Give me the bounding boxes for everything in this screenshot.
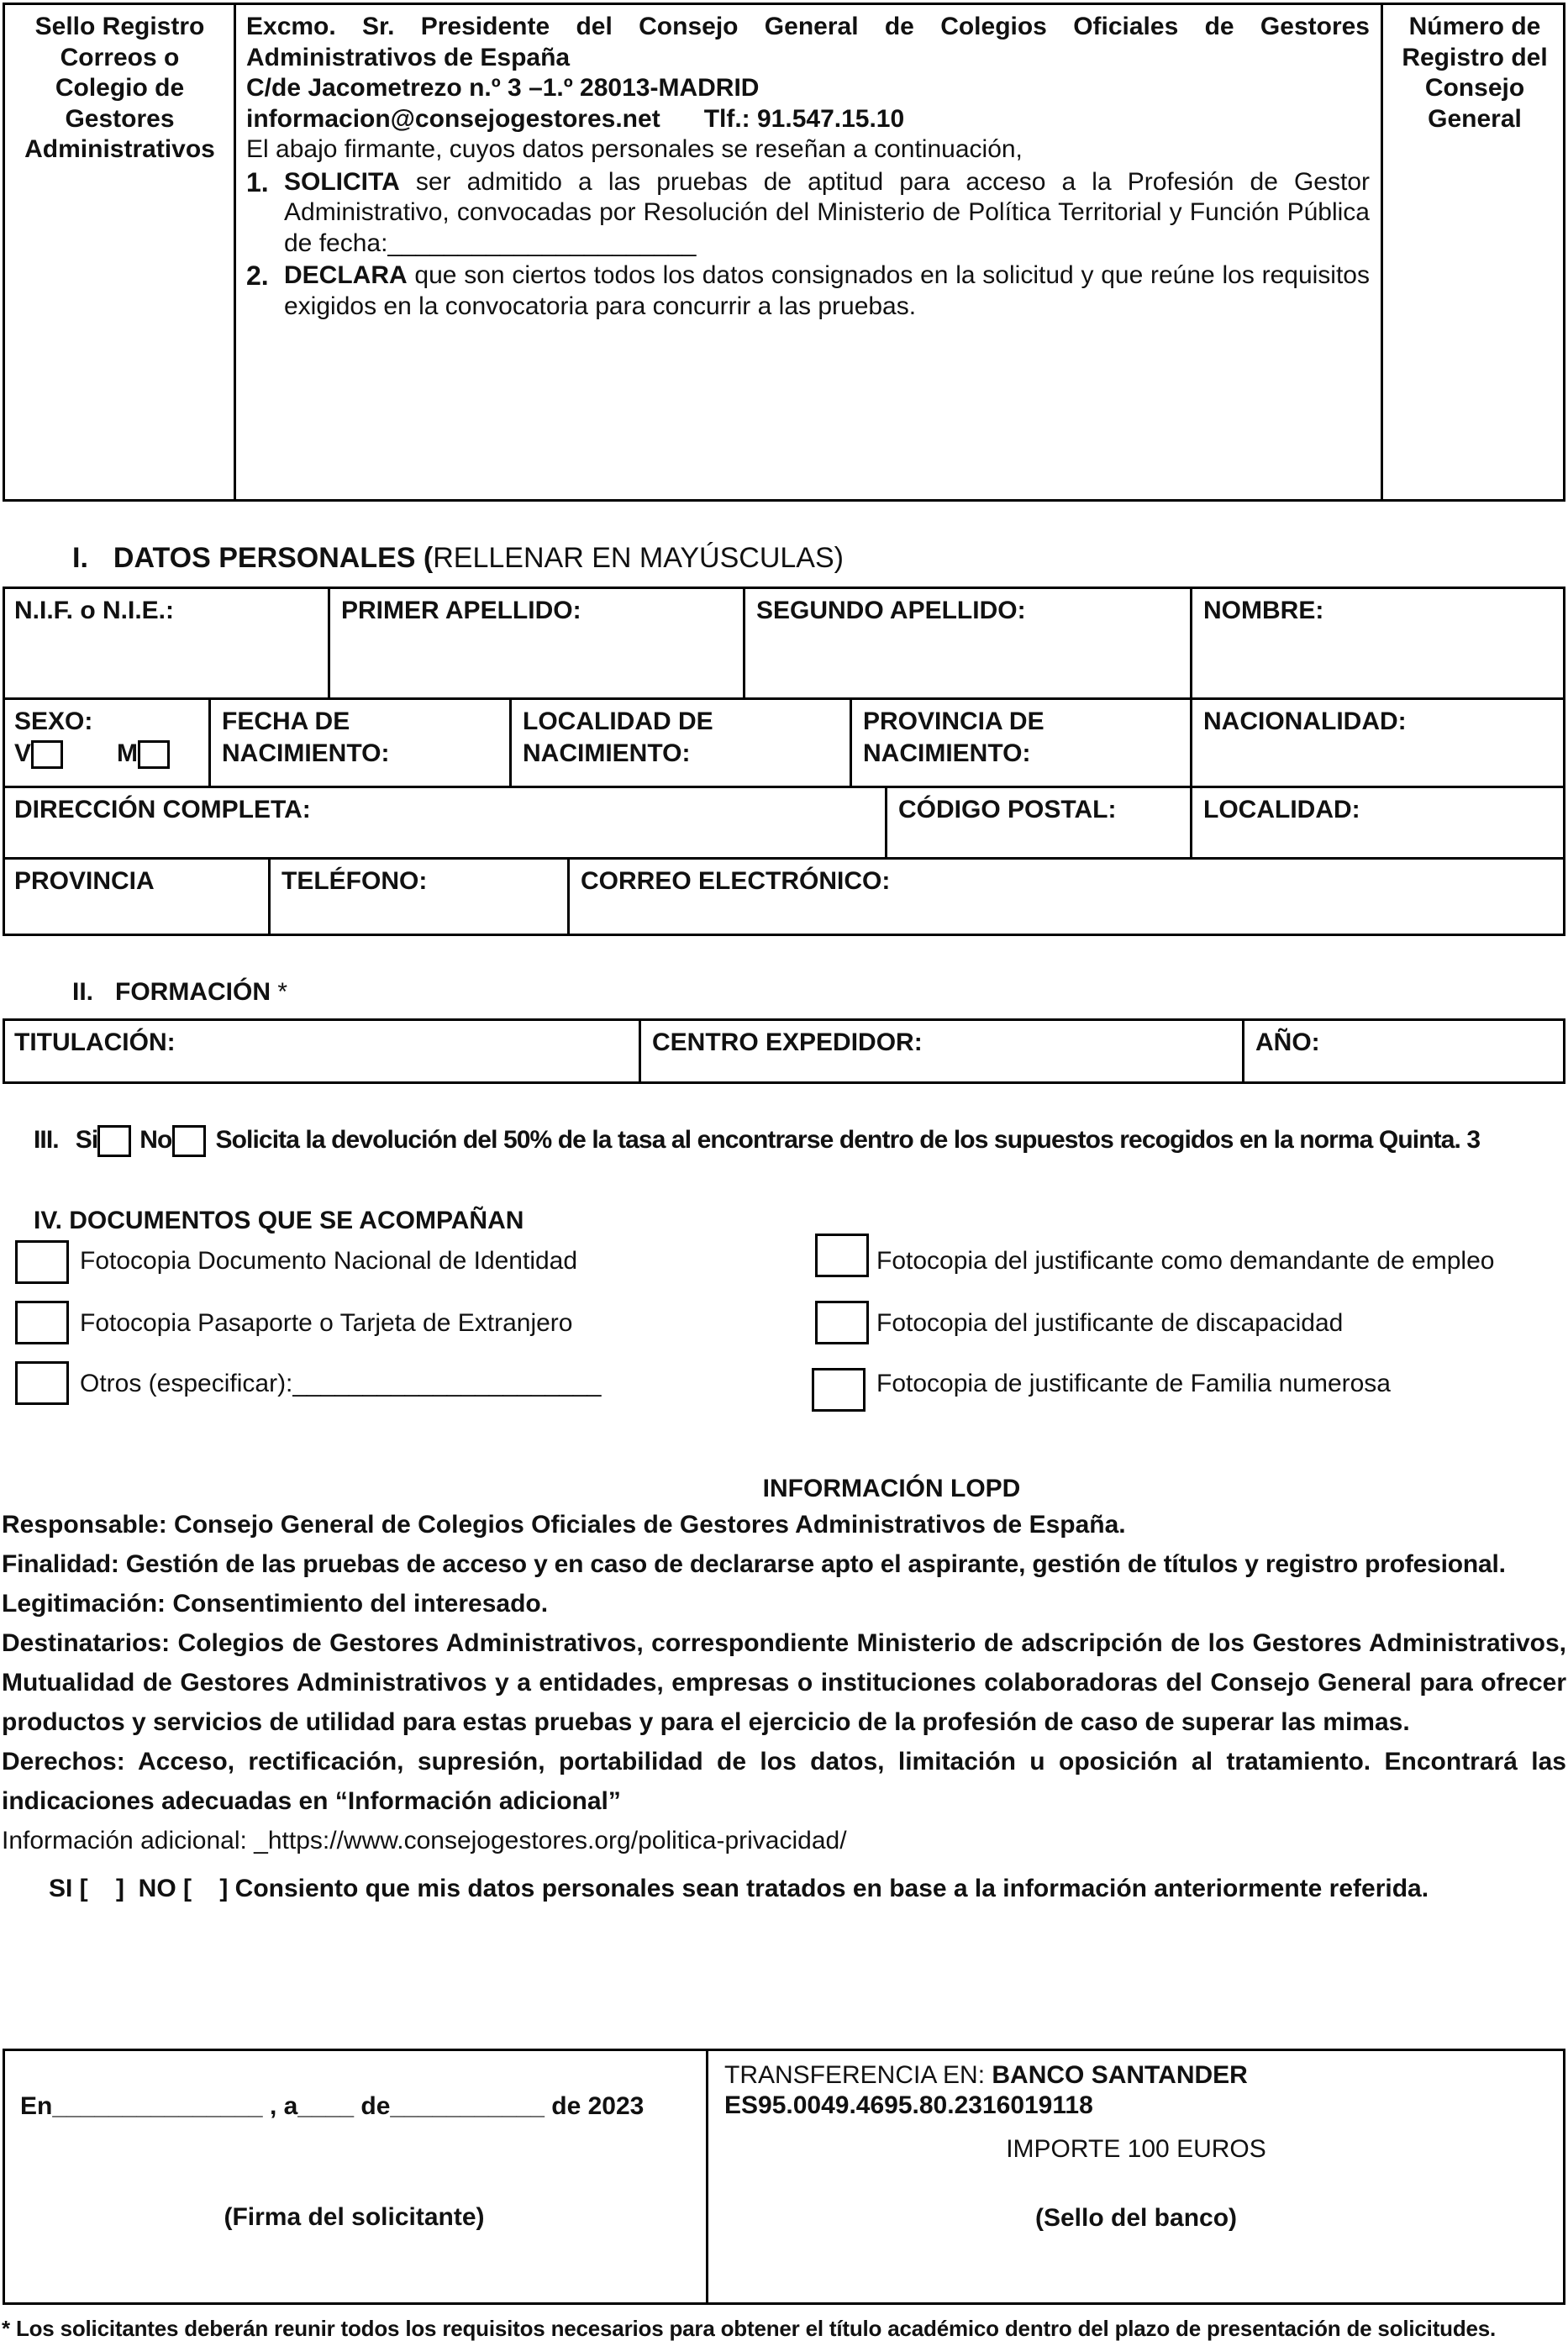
correo-field[interactable]: CORREO ELECTRÓNICO: [581, 867, 891, 895]
header-divider-left [234, 3, 236, 502]
doc-otros-label: Otros (especificar):______________________ [80, 1370, 602, 1397]
addressee-address: C/de Jacometrezo n.º 3 –1.º 28013-MADRID [246, 74, 760, 102]
nif-field[interactable]: N.I.F. o N.I.E.: [14, 597, 175, 624]
sexo-field: SEXO: V M [3, 699, 182, 776]
doc-pasaporte-label: Fotocopia Pasaporte o Tarjeta de Extranjero [80, 1309, 573, 1337]
doc-pasaporte-checkbox[interactable] [15, 1301, 69, 1344]
lopd-block [2, 1505, 1566, 1908]
doc-familia-numerosa-checkbox[interactable] [812, 1368, 866, 1412]
codigo-postal-field[interactable]: CÓDIGO POSTAL: [898, 796, 1117, 823]
sexo-m-checkbox[interactable] [138, 740, 170, 769]
addressee-contact [246, 104, 1370, 135]
doc-discapacidad-label: Fotocopia del justificante de discapacidad [876, 1309, 1344, 1337]
telefono-field[interactable]: TELÉFONO: [282, 867, 428, 895]
doc-discapacidad-checkbox[interactable] [815, 1301, 869, 1344]
devolucion-no-checkbox[interactable] [172, 1125, 206, 1157]
lopd-title: INFORMACIÓN LOPD [762, 1475, 1021, 1502]
doc-dni-checkbox[interactable] [15, 1240, 69, 1284]
nacionalidad-field[interactable]: NACIONALIDAD: [1203, 708, 1407, 735]
section-3-row: III. Si No Solicita la devolución del 50% de la tasa al encontrarse dentro de los supuestos recogidos en la norma Quinta. 3 [34, 1124, 1480, 1157]
addressee-phone: Tlf.: 91.547.15.10 [703, 104, 905, 133]
privacy-policy-link[interactable]: _https://www.consejogestores.org/politica-privacidad/ [254, 1827, 847, 1854]
section-1-title: I. DATOS PERSONALES (RELLENAR EN MAYÚSCULAS) [72, 542, 844, 574]
sello-banco-label: (Sello del banco) [1034, 2204, 1238, 2232]
numero-registro-label: Número de Registro del Consejo General [1402, 13, 1548, 133]
request-item-2: 2. DECLARA que son ciertos todos los datos consignados en la solicitud y que reúne los requisitos exigidos en la convocatoria para concurrir a las pruebas. [246, 260, 1370, 320]
lopd-destinatarios: Destinatarios: Colegios de Gestores Administrativos, correspondiente Ministerio de adscripción de los Gestores Administrativos, Mutualidad de Gestores Administrativos y a entidades, empresas o instituciones colaboradoras del Consejo General para ofrecer productos y servicios de utilidad para estas pruebas y para el ejercicio de la profesión de caso de superar las mimas. [2, 1629, 1566, 1736]
addressee-block [246, 12, 1370, 322]
doc-otros-checkbox[interactable] [15, 1361, 69, 1405]
fecha-nacimiento-field[interactable]: FECHA DE NACIMIENTO: [222, 708, 390, 767]
localidad-field[interactable]: LOCALIDAD: [1203, 796, 1360, 823]
addressee-email: informacion@consejogestores.net [246, 104, 660, 133]
devolucion-si-checkbox[interactable] [97, 1125, 131, 1157]
section-2-title: II. FORMACIÓN * [72, 978, 288, 1006]
provincia-field[interactable]: PROVINCIA [14, 867, 155, 895]
bank-transfer: TRANSFERENCIA EN: BANCO SANTANDER ES95.0049.4695.80.2316019118 [724, 2061, 1248, 2119]
bank-name: BANCO SANTANDER [992, 2061, 1248, 2089]
provincia-nacimiento-field[interactable]: PROVINCIA DE NACIMIENTO: [863, 708, 1044, 767]
direccion-field[interactable]: DIRECCIÓN COMPLETA: [14, 796, 311, 823]
lopd-legitimacion: Legitimación: Consentimiento del interesado. [2, 1590, 549, 1618]
lopd-consent[interactable]: SI [ ] NO [ ] Consiento que mis datos personales sean tratados en base a la información anteriormente referida. [49, 1875, 1429, 1902]
lopd-finalidad: Finalidad: Gestión de las pruebas de acceso y en caso de declararse apto el aspirante, gestión de títulos y registro profesional. [2, 1550, 1506, 1578]
doc-familia-numerosa-label: Fotocopia de justificante de Familia numerosa [876, 1370, 1391, 1397]
titulacion-field[interactable]: TITULACIÓN: [14, 1028, 176, 1056]
intro-text: El abajo firmante, cuyos datos personales se reseñan a continuación, [246, 135, 1023, 163]
anio-field[interactable]: AÑO: [1255, 1028, 1320, 1056]
header-divider-right [1381, 3, 1383, 502]
importe: IMPORTE 100 EUROS [1006, 2135, 1266, 2163]
date-line[interactable]: En_______________ , a____ de___________ de 2023 [20, 2092, 645, 2120]
bank-iban: ES95.0049.4695.80.2316019118 [724, 2091, 1093, 2119]
footnote: * Los solicitantes deberán reunir todos los requisitos necesarios para obtener el título académico dentro del plazo de presentación de solicitudes. [2, 2316, 1497, 2341]
primer-apellido-field[interactable]: PRIMER APELLIDO: [341, 597, 581, 624]
lopd-adicional: Información adicional: _https://www.consejogestores.org/politica-privacidad/ [2, 1827, 847, 1854]
doc-demandante-checkbox[interactable] [815, 1234, 869, 1277]
doc-dni-label: Fotocopia Documento Nacional de Identidad [80, 1247, 578, 1275]
segundo-apellido-field[interactable]: SEGUNDO APELLIDO: [756, 597, 1026, 624]
doc-demandante-label: Fotocopia del justificante como demandante de empleo [876, 1247, 1495, 1275]
sexo-v-checkbox[interactable] [31, 740, 63, 769]
registro-stamp-label: Sello Registro Correos o Colegio de Gestores Administrativos [24, 13, 215, 163]
addressee-title: Excmo. Sr. Presidente del Consejo General de Colegios Oficiales de Gestores Administrativos de España [246, 13, 1370, 71]
localidad-nacimiento-field[interactable]: LOCALIDAD DE NACIMIENTO: [523, 708, 713, 767]
section-4-title: IV. DOCUMENTOS QUE SE ACOMPAÑAN [34, 1207, 524, 1234]
lopd-derechos: Derechos: Acceso, rectificación, supresión, portabilidad de los datos, limitación u oposición al tratamiento. Encontrará las indicaciones adecuadas en “Información adicional” [2, 1748, 1566, 1815]
centro-expedidor-field[interactable]: CENTRO EXPEDIDOR: [652, 1028, 923, 1056]
lopd-responsable: Responsable: Consejo General de Colegios Oficiales de Gestores Administrativos de España. [2, 1511, 1126, 1539]
request-item-1: 1. SOLICITA ser admitido a las pruebas de aptitud para acceso a la Profesión de Gestor Administrativo, convocadas por Resolución del Ministerio de Política Territorial y Función Pública de fecha:______________________ [246, 166, 1370, 257]
nombre-field[interactable]: NOMBRE: [1203, 597, 1324, 624]
firma-label: (Firma del solicitante) [224, 2203, 485, 2231]
